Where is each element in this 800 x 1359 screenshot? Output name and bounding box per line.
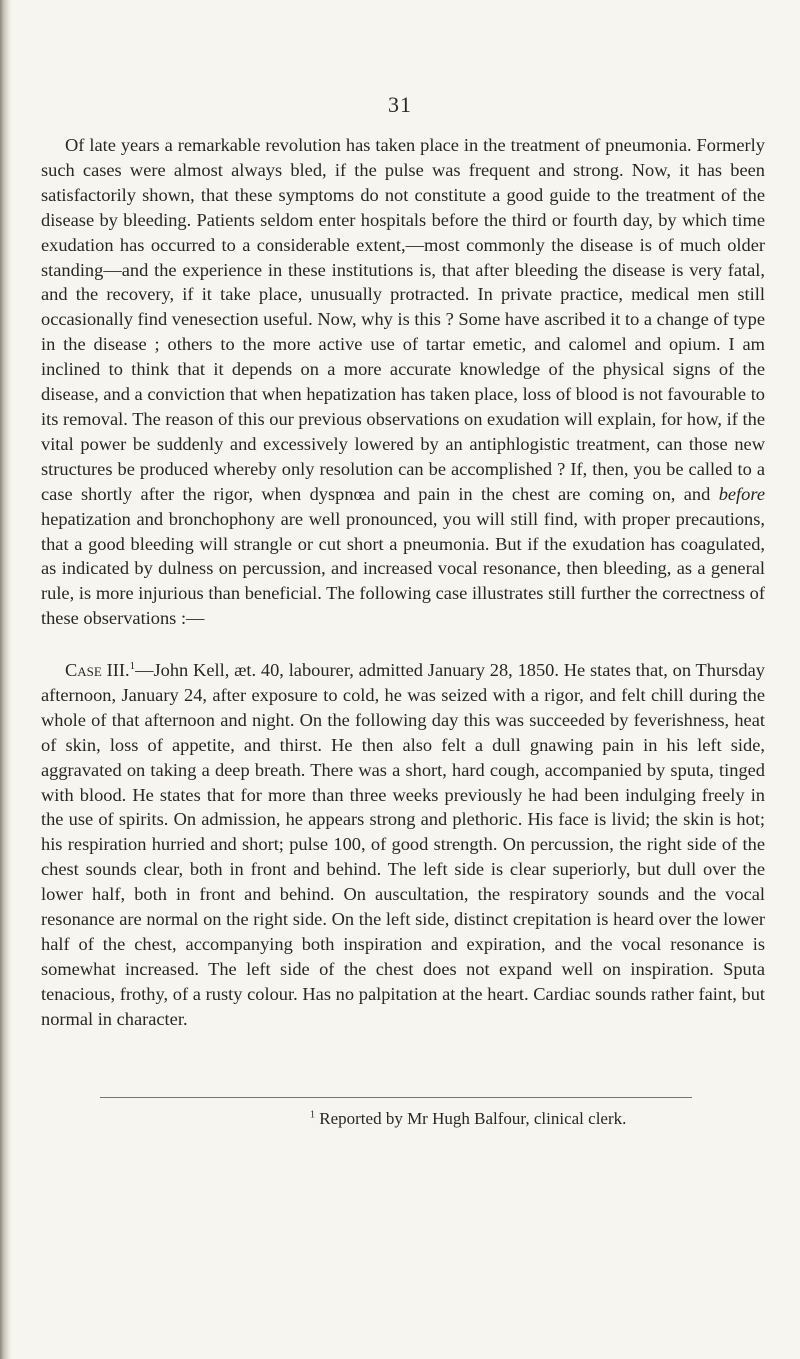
paragraph-1-italic-word: before: [718, 483, 765, 504]
footnote-marker: 1: [310, 1109, 315, 1121]
page-number: 31: [388, 92, 412, 117]
paragraph-case-report: [41, 658, 765, 1032]
footnote-divider: [100, 1097, 692, 1098]
case-report-text: —John Kell, æt. 40, labourer, admitted January 28, 1850. He states that, on Thursday afternoon, January 24, after exposure to cold, he was seized with a rigor, and felt chill during the whole of that afternoon and night. On the following day this was succeeded by feverishness, heat of skin, loss of appetite, and thirst. He then also felt a dull gnawing pain in his left side, aggravated on taking a deep breath. There was a short, hard cough, accompanied by sputa, tinged with blood. He states that for more than three weeks previously he had been indulging freely in the use of spirits. On admission, he appears strong and plethoric. His face is livid; the skin is hot; his respiration hurried and short; pulse 100, of good strength. On percussion, the right side of the chest sounds clear, both in front and behind. The left side is clear superiorly, but dull over the lower half, both in front and behind. On auscultation, the respiratory sounds and the vocal resonance are normal on the right side. On the left side, distinct crepitation is heard over the lower half of the chest, accompanying both inspiration and expiration, and the vocal resonance is somewhat increased. The left side of the chest does not expand well on inspiration. Sputa tenacious, frothy, of a rusty colour. Has no palpitation at the heart. Cardiac sounds rather faint, but normal in character.: [41, 660, 765, 1029]
footnote-text: Reported by Mr Hugh Balfour, clinical clerk.: [319, 1109, 627, 1128]
footnote: [310, 1108, 626, 1130]
paragraph-1-text-continued: hepatization and bronchophony are well pronounced, you will still find, with proper precautions, that a good bleeding will strangle or cut short a pneumonia. But if the exudation has coagulated, as indicated by dulness on percussion, and increased vocal resonance, then bleeding, as a general rule, is more injurious than beneficial. The following case illustrates still further the correctness of these observations :—: [41, 508, 765, 629]
paragraph-1-text: Of late years a remarkable revolution has taken place in the treatment of pneumonia. Formerly such cases were almost always bled, if the pulse was frequent and strong. Now, it has been satisfactorily shown, that these symptoms do not constitute a good guide to the treatment of the disease by bleeding. Patients seldom enter hospitals before the third or fourth day, by which time exudation has occurred to a considerable extent,—most commonly the disease is of much older standing—and the experience in these institutions is, that after bleeding the disease is very fatal, and the recovery, if it take place, unusually protracted. In private practice, medical men still occasionally find venesection useful. Now, why is this ? Some have ascribed it to a change of type in the disease ; others to the more active use of tartar emetic, and calomel and opium. I am inclined to think that it depends on a more accurate knowledge of the physical signs of the disease, and a conviction that when hepatization has taken place, loss of blood is not favourable to its removal. The reason of this our previous observations on exudation will explain, for how, if the vital power be suddenly and excessively lowered by an antiphlogistic treatment, can those new structures be produced whereby only resolution can be accomplished ? If, then, you be called to a case shortly after the rigor, when dyspnœa and pain in the chest are coming on, and: [41, 135, 765, 504]
footnote-reference: 1: [129, 659, 136, 672]
paragraph-pneumonia-treatment: [41, 133, 765, 631]
case-label: Case III.: [65, 660, 130, 680]
page-gutter-shadow: [0, 0, 12, 1359]
